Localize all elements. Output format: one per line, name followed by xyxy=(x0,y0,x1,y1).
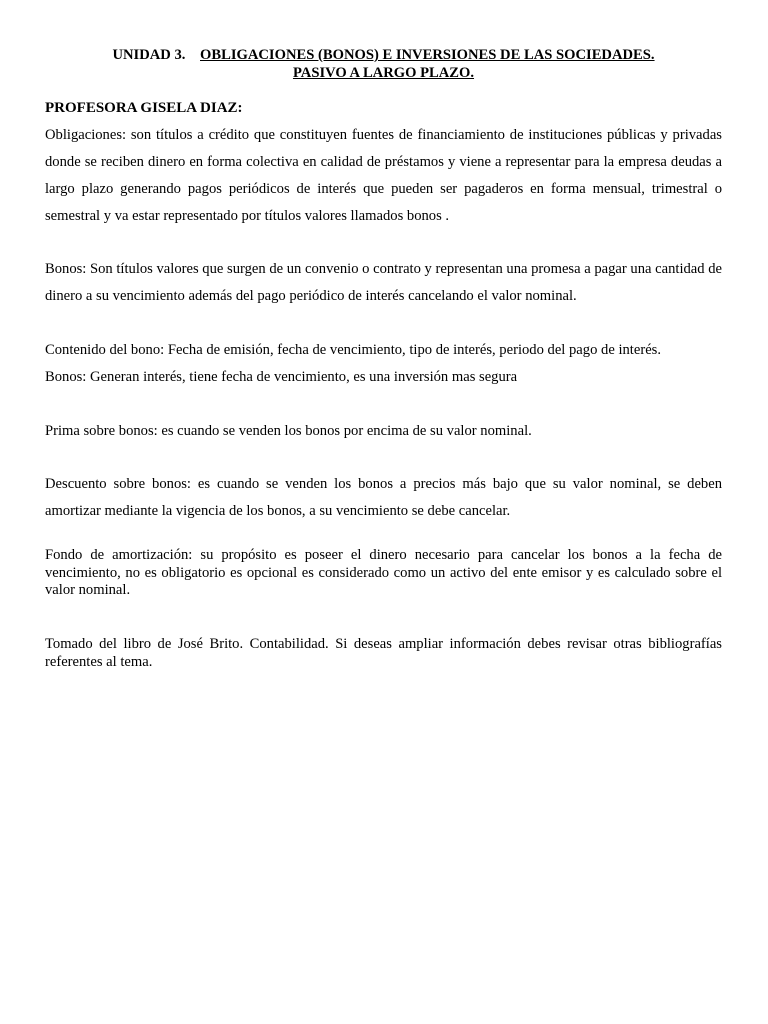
title-line-2: PASIVO A LARGO PLAZO. xyxy=(292,64,475,81)
title-main: OBLIGACIONES (BONOS) E INVERSIONES DE LAS SOCIEDADES. xyxy=(200,47,655,63)
author-heading: PROFESORA GISELA DIAZ: xyxy=(45,100,243,116)
paragraph-fuente: Tomado del libro de José Brito. Contabilidad. Si deseas ampliar información debes revisar otras bibliografías referentes al tema. xyxy=(45,636,722,670)
paragraph-fondo-amortizacion: Fondo de amortización: su propósito es poseer el dinero necesario para cancelar los bonos a la fecha de vencimiento, no es obligatorio es opcional es considerado como un activo del ente emisor y es calculado sobre el valor nominal. xyxy=(45,547,722,598)
document-title xyxy=(45,47,722,82)
paragraph-bonos-generan: Bonos: Generan interés, tiene fecha de vencimiento, es una inversión mas segura xyxy=(45,369,518,385)
paragraph-descuento: Descuento sobre bonos: es cuando se venden los bonos a precios más bajo que su valor nominal, se deben amortizar mediante la vigencia de los bonos, a su vencimiento se debe cancelar. xyxy=(45,476,722,519)
title-line-1 xyxy=(45,47,722,65)
paragraph-bonos: Bonos: Son títulos valores que surgen de un convenio o contrato y representan una promesa a pagar una cantidad de dinero a su vencimiento además del pago periódico de interés cancelando el valor nominal. xyxy=(45,261,722,304)
unit-label: UNIDAD 3. xyxy=(112,47,186,63)
paragraph-contenido-bono: Contenido del bono: Fecha de emisión, fecha de vencimiento, tipo de interés, periodo del pago de interés. xyxy=(45,342,662,358)
paragraph-obligaciones: Obligaciones: son títulos a crédito que constituyen fuentes de financiamiento de instituciones públicas y privadas donde se reciben dinero en forma colectiva en calidad de préstamos y viene a representar para la empresa deudas a largo plazo generando pagos periódicos de interés que pueden ser pagaderos en forma mensual, trimestral o semestral y va estar representado por títulos valores llamados bonos . xyxy=(45,127,722,224)
paragraph-prima: Prima sobre bonos: es cuando se venden los bonos por encima de su valor nominal. xyxy=(45,423,532,439)
